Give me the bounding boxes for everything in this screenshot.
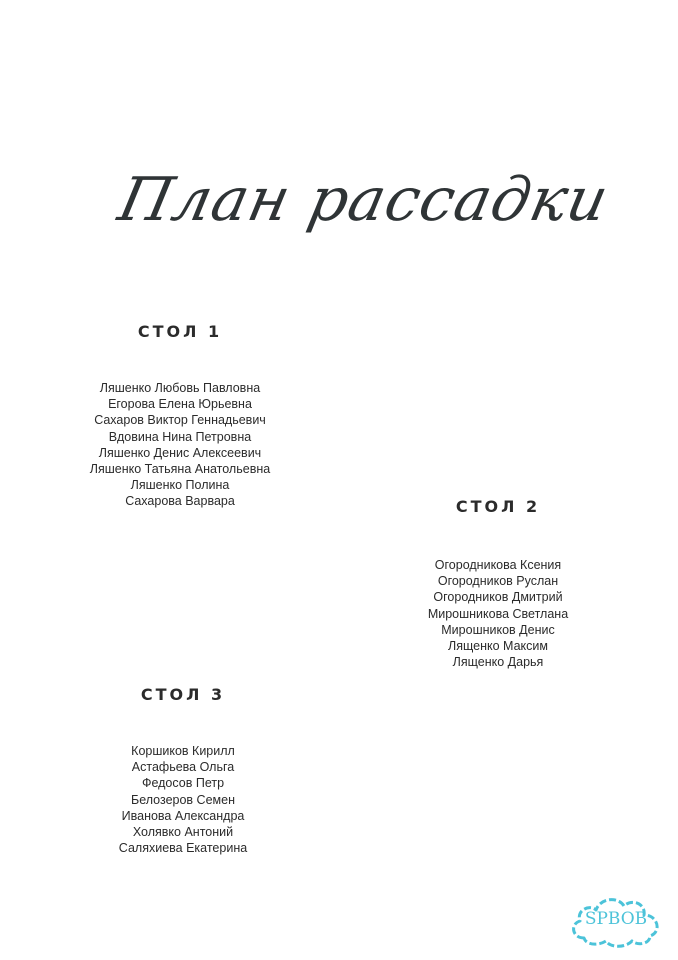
- guest-name: Сахарова Варвара: [125, 494, 235, 509]
- table-heading: СТОЛ 2: [455, 497, 541, 516]
- guest-name: Ляшенко Денис Алексеевич: [98, 445, 262, 460]
- table-heading: СТОЛ 1: [137, 322, 223, 341]
- guest-name: Иванова Александра: [121, 808, 245, 823]
- guest-name: Сахаров Виктор Геннадьевич: [94, 413, 266, 428]
- guest-name: Мирошникова Светлана: [427, 606, 569, 621]
- guest-name: Саляхиева Екатерина: [118, 841, 248, 856]
- guest-name: Лященко Максим: [448, 639, 548, 654]
- guest-name: Коршиков Кирилл: [131, 744, 235, 758]
- guest-name: Мирошников Денис: [441, 622, 555, 637]
- guest-name: Огородникова Ксения: [434, 558, 562, 572]
- guest-name: Астафьева Ольга: [131, 760, 235, 775]
- guest-name: Ляшенко Любовь Павловна: [99, 381, 261, 395]
- page-title: План рассадки: [112, 165, 616, 235]
- guest-name: Огородников Дмитрий: [433, 590, 563, 605]
- guest-list: [378, 557, 618, 670]
- guest-name: Ляшенко Татьяна Анатольевна: [89, 462, 271, 477]
- guest-name: Вдовина Нина Петровна: [108, 429, 252, 444]
- guest-name: Белозеров Семен: [131, 792, 235, 807]
- guest-name: Егорова Елена Юрьевна: [108, 397, 252, 412]
- guest-list: [60, 380, 300, 510]
- table-heading: СТОЛ 3: [140, 685, 226, 704]
- guest-name: Ляшенко Полина: [130, 478, 230, 493]
- guest-name: Федосов Петр: [141, 776, 225, 791]
- guest-list: [63, 743, 303, 856]
- watermark-logo: [566, 888, 666, 950]
- guest-name: Огородников Руслан: [437, 574, 559, 589]
- guest-name: Холявко Антоний: [132, 825, 234, 840]
- guest-name: Лященко Дарья: [452, 655, 544, 670]
- watermark-text: SPBOB: [584, 909, 648, 929]
